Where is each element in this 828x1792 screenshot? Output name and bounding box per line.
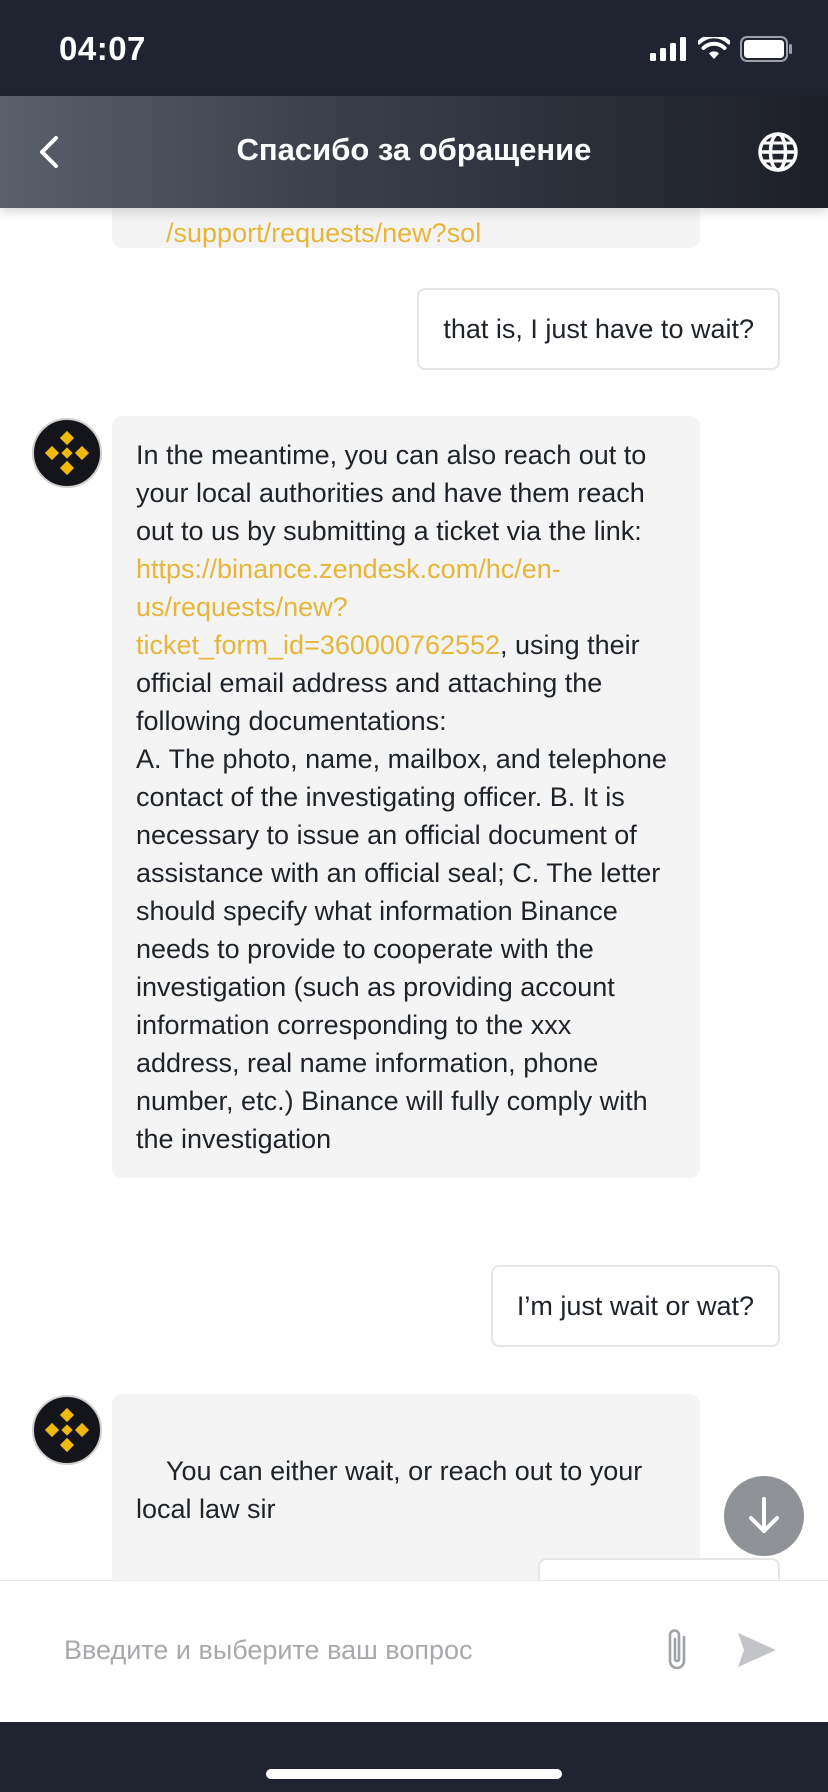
scroll-down-button[interactable] — [724, 1476, 804, 1556]
status-icons — [650, 36, 794, 62]
page-title: Спасибо за обращение — [236, 132, 592, 167]
message-composer — [0, 1580, 828, 1723]
status-time: 04:07 — [59, 30, 146, 67]
cellular-signal-icon — [650, 37, 688, 61]
message-outgoing — [417, 288, 780, 370]
message-incoming — [112, 416, 700, 1178]
message-input[interactable] — [62, 1627, 626, 1673]
binance-logo-icon — [44, 1407, 90, 1453]
message-text: You can either wait, or reach out to your local law sir — [136, 1456, 650, 1524]
globe-icon[interactable] — [756, 130, 800, 174]
message-text: In the meantime, you can also reach out to your local authorities and have them reach out to us by submitting a ticket via the link: — [136, 440, 654, 546]
battery-icon — [740, 36, 794, 62]
chat-thread[interactable] — [0, 208, 828, 1580]
home-indicator-area — [0, 1722, 828, 1792]
message-link[interactable]: /support/requests/new?sol — [166, 218, 482, 248]
agent-avatar — [32, 418, 102, 488]
home-indicator[interactable] — [266, 1769, 562, 1779]
message-incoming — [112, 1394, 700, 1580]
message-link[interactable]: https://binance.zendesk.com/hc/en-us/requests/new?ticket_form_id=360000762552 — [136, 554, 561, 660]
message-text: I’m just wait or wat? — [516, 1291, 754, 1321]
message-incoming — [112, 208, 700, 248]
message-text: , using their official email address and attaching the following documentations: A. The photo, name, mailbox, and telephone contact of the investigating officer. B. It is necessary to issue an official document of assistance with an official seal; C. The letter should specify what information Binance needs to provide to cooperate with the investigation (such as providing account information corresponding to the xxx address, real name information, phone number, etc.) Binance will fully comply with the investigation — [136, 630, 667, 1154]
agent-avatar — [32, 1395, 102, 1465]
binance-logo-icon — [44, 430, 90, 476]
message-text: that is, I just have to wait? — [443, 314, 754, 344]
paperclip-icon[interactable] — [660, 1625, 694, 1675]
status-bar — [0, 0, 828, 96]
arrow-down-icon — [746, 1496, 782, 1536]
wifi-icon — [698, 37, 730, 61]
send-icon[interactable] — [736, 1631, 778, 1669]
message-outgoing-partial — [538, 1558, 780, 1580]
message-outgoing — [491, 1265, 780, 1347]
nav-bar — [0, 96, 828, 208]
